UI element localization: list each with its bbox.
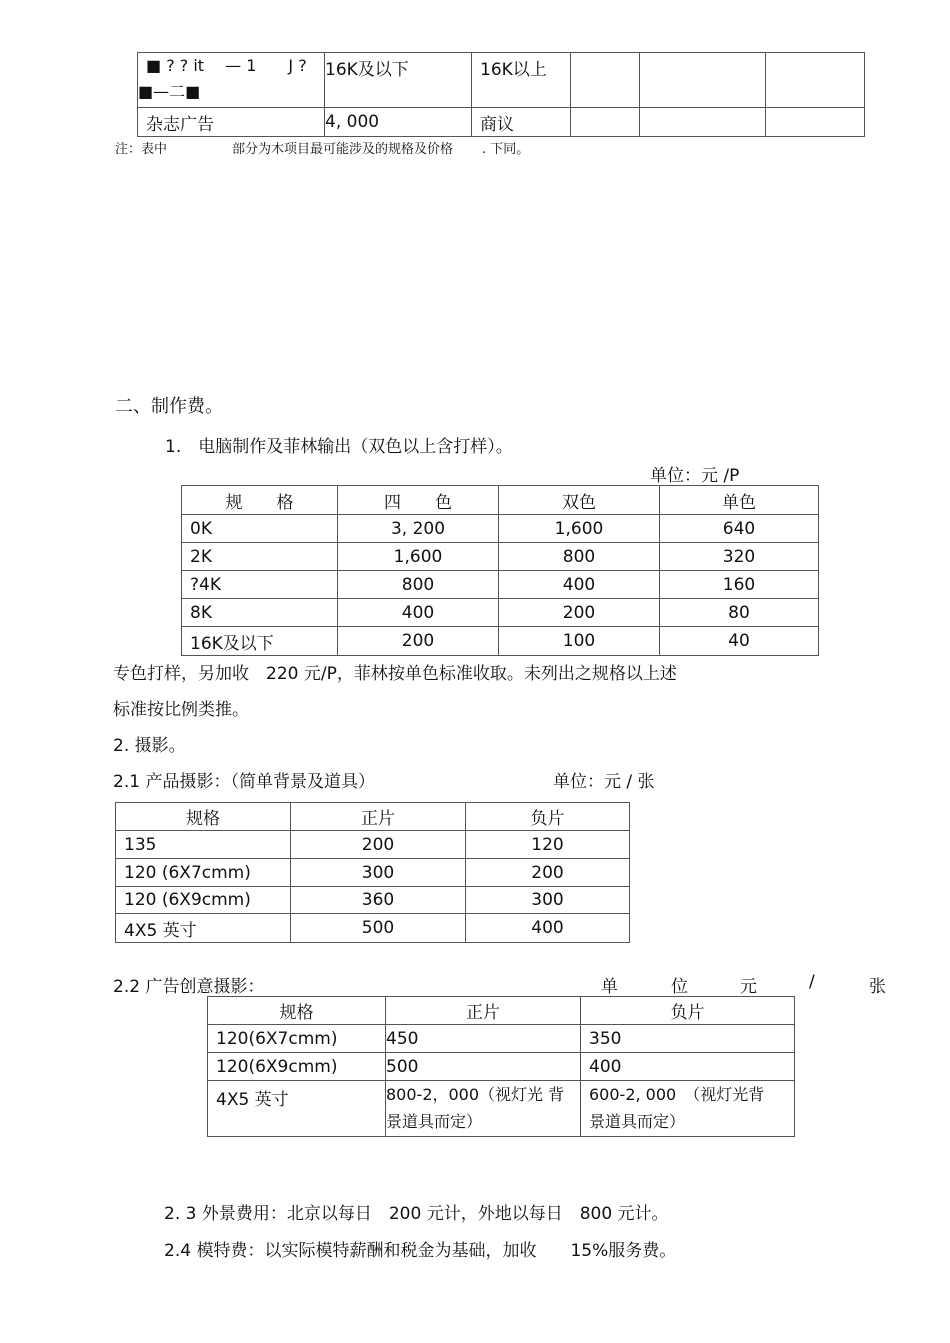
- table-cell: 200: [338, 627, 499, 656]
- table-cell: 320: [660, 543, 819, 571]
- table-cell: 500: [386, 1053, 581, 1081]
- sub2-unit-1: 单: [601, 977, 618, 997]
- table-header-row: [208, 997, 795, 1025]
- table-cell: [640, 53, 766, 108]
- table-cell: 800: [338, 571, 499, 599]
- table-cell: 120: [466, 831, 630, 859]
- item1-note-line1: 专色打样，另加收 220 元/P，菲林按单色标准收取。未列出之规格以上述: [113, 664, 677, 684]
- item1-note-line2: 标准按比例类推。: [113, 700, 249, 720]
- table-cell: [386, 1081, 581, 1137]
- table-row: [182, 599, 819, 627]
- item1-unit: 单位：元 /P: [650, 466, 740, 486]
- sub2-unit-2: 位: [671, 977, 688, 997]
- table-cell: 120(6X9cmm): [208, 1053, 386, 1081]
- table-cell: 450: [386, 1025, 581, 1053]
- cell-text: 800-2，000（视灯光 背: [386, 1085, 565, 1104]
- cell-text: ■—二■: [138, 82, 201, 101]
- sub4-text: 2.4 模特费：以实际模特薪酬和税金为基础，加收 15%服务费。: [164, 1241, 677, 1261]
- table-cell: 400: [581, 1053, 795, 1081]
- table-cell: 16K及以下: [182, 627, 338, 656]
- table-cell: [766, 108, 865, 137]
- table-cell: [571, 53, 640, 108]
- table-row: [138, 53, 865, 108]
- table-cell: 120 (6X9cmm): [116, 887, 291, 914]
- table-cell: 120 (6X7cmm): [116, 859, 291, 887]
- product-photography-table: [115, 802, 630, 943]
- table-cell: 400: [338, 599, 499, 627]
- table-note-prefix: 注：表中: [115, 142, 168, 157]
- table-row: [182, 515, 819, 543]
- table-row: [182, 627, 819, 656]
- table-cell: 2K: [182, 543, 338, 571]
- table-note-middle: 部分为木项目最可能涉及的规格及价格: [232, 142, 454, 157]
- table-cell: 40: [660, 627, 819, 656]
- table-cell: 360: [291, 887, 466, 914]
- table-cell: 200: [499, 599, 660, 627]
- table-cell: [766, 53, 865, 108]
- table-header-row: [116, 803, 630, 831]
- table-cell: 4X5 英寸: [208, 1081, 386, 1137]
- sub3-text: 2. 3 外景费用：北京以每日 200 元计，外地以每日 800 元计。: [164, 1204, 669, 1224]
- table-row: [116, 914, 630, 943]
- table-header-row: [182, 486, 819, 515]
- table-row: [208, 1025, 795, 1053]
- column-header: 负片: [581, 997, 795, 1025]
- sub1-unit: 单位：元 / 张: [553, 772, 655, 792]
- table-row: [182, 543, 819, 571]
- table-cell: 0K: [182, 515, 338, 543]
- table-cell: 400: [499, 571, 660, 599]
- table-cell: 640: [660, 515, 819, 543]
- table-cell: 200: [291, 831, 466, 859]
- table-cell: 120(6X7cmm): [208, 1025, 386, 1053]
- item2-title: 2. 摄影。: [113, 736, 186, 756]
- table-cell: 1,600: [338, 543, 499, 571]
- table-cell: 200: [466, 859, 630, 887]
- table-cell: 3, 200: [338, 515, 499, 543]
- table-cell: 800: [499, 543, 660, 571]
- column-header: 规格: [208, 997, 386, 1025]
- table-note-suffix: . 下同。: [482, 142, 530, 157]
- sub1-title: 2.1 产品摄影：（简单背景及道具）: [113, 772, 375, 792]
- creative-photography-table: [207, 996, 795, 1137]
- cell-text: 600-2, 000 （视灯光背: [589, 1085, 765, 1104]
- column-header: 负片: [466, 803, 630, 831]
- sub2-unit-3: 元: [740, 977, 757, 997]
- column-header: 单色: [660, 486, 819, 515]
- table-cell: 商议: [472, 108, 571, 137]
- table-row: [116, 887, 630, 914]
- table-cell: 135: [116, 831, 291, 859]
- table-cell: ?4K: [182, 571, 338, 599]
- sub2-title: 2.2 广告创意摄影：: [113, 977, 265, 997]
- table-row: [182, 571, 819, 599]
- table-row: [116, 831, 630, 859]
- cell-text: ■ ? ? it — 1 J ?: [146, 56, 307, 75]
- column-header: 正片: [386, 997, 581, 1025]
- table-cell: [138, 53, 325, 108]
- table-cell: 4, 000: [325, 108, 472, 137]
- table-cell: [640, 108, 766, 137]
- table-cell: [581, 1081, 795, 1137]
- column-header: 四 色: [338, 486, 499, 515]
- column-header: 规格: [116, 803, 291, 831]
- table-cell: 80: [660, 599, 819, 627]
- column-header: 规 格: [182, 486, 338, 515]
- table-cell: 160: [660, 571, 819, 599]
- cell-text: 景道具而定）: [386, 1112, 483, 1131]
- table-cell: 300: [466, 887, 630, 914]
- table-cell: 100: [499, 627, 660, 656]
- table-cell: 1,600: [499, 515, 660, 543]
- table-row: [116, 859, 630, 887]
- table-row: [208, 1081, 795, 1137]
- table-cell: [571, 108, 640, 137]
- table-cell: 300: [291, 859, 466, 887]
- sub2-unit-4: /: [809, 972, 815, 992]
- table-row: [138, 108, 865, 137]
- table-cell: 500: [291, 914, 466, 943]
- table-cell: 350: [581, 1025, 795, 1053]
- table-cell: 16K以上: [472, 53, 571, 108]
- computer-production-table: [181, 485, 819, 656]
- table-cell: 16K及以下: [325, 53, 472, 108]
- section-heading: 二、制作费。: [115, 396, 223, 417]
- table-cell: 400: [466, 914, 630, 943]
- sub2-unit-5: 张: [869, 977, 886, 997]
- column-header: 双色: [499, 486, 660, 515]
- column-header: 正片: [291, 803, 466, 831]
- table-cell: 8K: [182, 599, 338, 627]
- cell-text: 景道具而定）: [589, 1112, 686, 1131]
- table-cell: 杂志广告: [138, 108, 325, 137]
- top-price-table: [137, 52, 865, 137]
- item1-title: 1. 电脑制作及菲林输出（双色以上含打样）。: [165, 437, 513, 457]
- table-cell: 4X5 英寸: [116, 914, 291, 943]
- table-row: [208, 1053, 795, 1081]
